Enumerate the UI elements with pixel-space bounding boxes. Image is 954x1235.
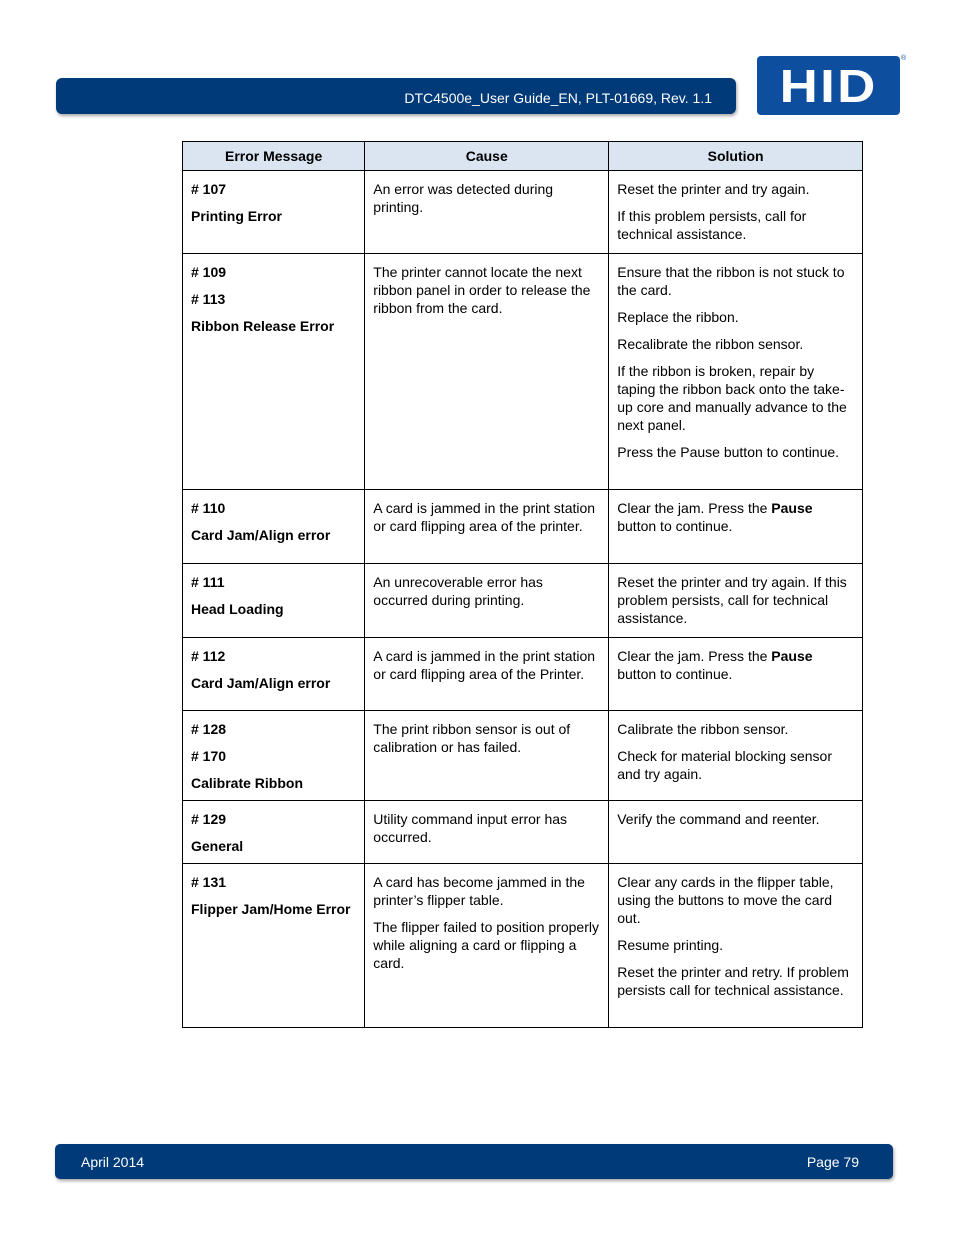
solution-text <box>617 647 854 683</box>
table-row <box>183 711 863 801</box>
document-title: DTC4500e_User Guide_EN, PLT-01669, Rev. 1.1 <box>404 90 712 106</box>
solution-text-end: button to continue. <box>617 666 733 682</box>
footer-bar <box>55 1144 893 1179</box>
error-code: # 131 <box>191 874 227 890</box>
solution-text: Press the Pause button to continue. <box>617 444 840 460</box>
header-error-message: Error Message <box>183 142 365 171</box>
error-title: Printing Error <box>191 208 283 224</box>
solution-text-start: Clear the jam. Press the <box>617 648 772 664</box>
solution-text: Verify the command and reenter. <box>617 811 820 827</box>
table-header-row <box>183 142 863 171</box>
error-title: Ribbon Release Error <box>191 318 335 334</box>
cause-cell <box>365 564 609 638</box>
hid-logo <box>757 56 900 115</box>
solution-text: If the ribbon is broken, repair by taping the ribbon back onto the take- up core and manually advance to the next panel. <box>617 363 847 433</box>
table-row <box>183 564 863 638</box>
solution-text-end: button to continue. <box>617 518 733 534</box>
error-code: # 113 <box>191 291 226 307</box>
table-row <box>183 801 863 864</box>
cause-text: An unrecoverable error has occurred during printing. <box>373 574 543 608</box>
solution-cell <box>609 638 863 711</box>
page-number: Page 79 <box>806 1154 859 1170</box>
pause-keyword: Pause <box>771 500 813 516</box>
error-code: # 170 <box>191 748 227 764</box>
table-row <box>183 864 863 1028</box>
cause-text: The print ribbon sensor is out of calibration or has failed. <box>373 721 571 755</box>
table-row <box>183 254 863 490</box>
cause-text: The printer cannot locate the next ribbon panel in order to release the ribbon from the card. <box>373 264 591 316</box>
solution-text: Reset the printer and try again. <box>617 181 810 197</box>
table-row <box>183 638 863 711</box>
header-solution: Solution <box>609 142 863 171</box>
header-bar <box>56 78 736 114</box>
solution-cell <box>609 864 863 1028</box>
cause-cell <box>365 711 609 801</box>
cause-cell <box>365 254 609 490</box>
solution-cell <box>609 171 863 254</box>
solution-text: Calibrate the ribbon sensor. <box>617 721 789 737</box>
error-code: # 107 <box>191 181 227 197</box>
solution-cell <box>609 254 863 490</box>
cause-text: An error was detected during printing. <box>373 181 554 215</box>
error-title: Flipper Jam/Home Error <box>191 901 351 917</box>
error-table <box>182 141 863 1028</box>
error-code: # 129 <box>191 811 227 827</box>
solution-cell <box>609 801 863 864</box>
table-row <box>183 171 863 254</box>
cause-text: The flipper failed to position properly while aligning a card or flipping a card. <box>373 919 599 971</box>
error-title: Head Loading <box>191 601 284 617</box>
error-cell <box>183 711 365 801</box>
solution-text: Reset the printer and retry. If problem persists call for technical assistance. <box>617 964 849 998</box>
error-code: # 109 <box>191 264 227 280</box>
solution-text: Replace the ribbon. <box>617 309 739 325</box>
solution-cell <box>609 490 863 564</box>
solution-cell <box>609 711 863 801</box>
error-cell <box>183 801 365 864</box>
solution-text: Resume printing. <box>617 937 724 953</box>
solution-cell <box>609 564 863 638</box>
solution-text-start: Clear the jam. Press the <box>617 500 772 516</box>
error-code: # 111 <box>191 574 225 590</box>
solution-text <box>617 499 854 535</box>
error-cell <box>183 638 365 711</box>
hid-logo-text: HID <box>779 59 878 112</box>
cause-cell <box>365 864 609 1028</box>
error-cell <box>183 254 365 490</box>
error-title: General <box>191 838 244 854</box>
cause-cell <box>365 490 609 564</box>
cause-cell <box>365 171 609 254</box>
table-row <box>183 490 863 564</box>
cause-cell <box>365 638 609 711</box>
error-cell <box>183 864 365 1028</box>
solution-text: Clear any cards in the flipper table, using the buttons to move the card out. <box>617 874 834 926</box>
cause-text: Utility command input error has occurred. <box>373 811 568 845</box>
error-cell <box>183 171 365 254</box>
footer-date: April 2014 <box>81 1154 145 1170</box>
cause-text: A card has become jammed in the printer’s flipper table. <box>373 874 585 908</box>
error-code: # 128 <box>191 721 227 737</box>
cause-cell <box>365 801 609 864</box>
header-cause: Cause <box>365 142 609 171</box>
error-code: # 110 <box>191 500 226 516</box>
error-cell <box>183 564 365 638</box>
solution-text: Ensure that the ribbon is not stuck to the card. <box>617 264 845 298</box>
error-title: Card Jam/Align error <box>191 675 331 691</box>
cause-text: A card is jammed in the print station or card flipping area of the Printer. <box>373 648 596 682</box>
solution-text: Check for material blocking sensor and try again. <box>617 748 832 782</box>
registered-mark: ® <box>901 55 907 62</box>
error-code: # 112 <box>191 648 226 664</box>
cause-text: A card is jammed in the print station or card flipping area of the printer. <box>373 500 596 534</box>
solution-text: If this problem persists, call for technical assistance. <box>617 208 807 242</box>
error-cell <box>183 490 365 564</box>
error-title: Card Jam/Align error <box>191 527 331 543</box>
solution-text: Recalibrate the ribbon sensor. <box>617 336 804 352</box>
pause-keyword: Pause <box>771 648 813 664</box>
error-title: Calibrate Ribbon <box>191 775 304 791</box>
solution-text: Reset the printer and try again. If this problem persists, call for technical assistance. <box>617 574 847 626</box>
